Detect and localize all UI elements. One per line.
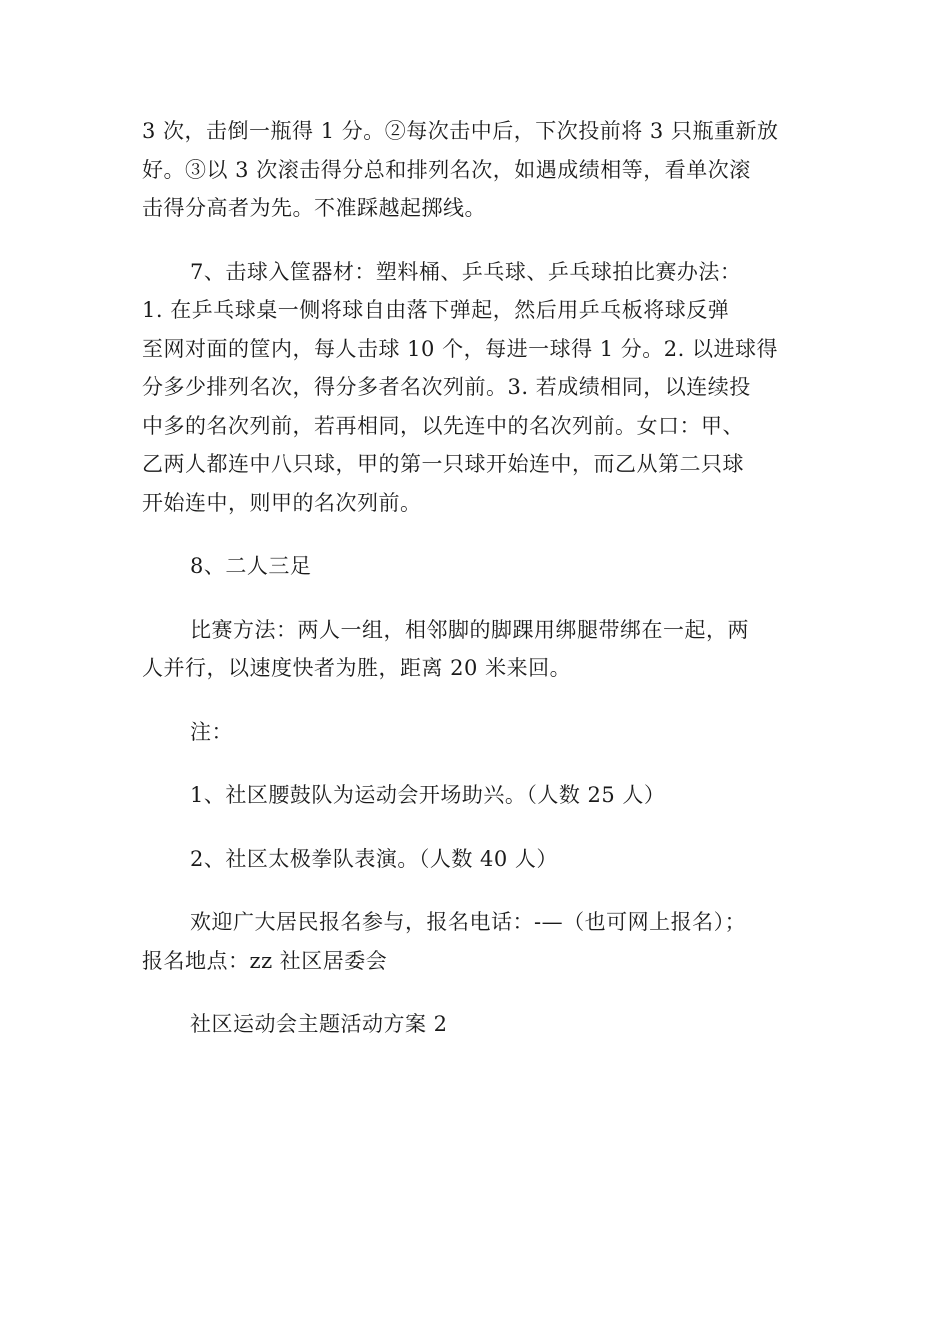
heading-three-legged-race: [142, 547, 812, 586]
text-line: 比赛方法：两人一组，相邻脚的脚踝用绑腿带绑在一起，两: [190, 617, 749, 642]
paragraph-registration: [142, 903, 812, 980]
paragraph-hit-ball-into-basket: [142, 253, 812, 523]
text-line: 人并行，以速度快者为胜，距离 20 米来回。: [142, 656, 572, 680]
text-line: 3 次，击倒一瓶得 1 分。②每次击中后，下次投前将 3 只瓶重新放: [142, 119, 779, 143]
text-line: 至网对面的筐内，每人击球 10 个，每进一球得 1 分。2. 以进球得: [142, 336, 778, 361]
paragraph-race-method: [142, 611, 812, 688]
paragraph-rolling-rules: [142, 112, 812, 228]
section-title-plan-2: [142, 1005, 812, 1044]
text-line: 报名地点：zz 社区居委会: [142, 948, 388, 973]
text-line: 1、社区腰鼓队为运动会开场助兴。（人数 25 人）: [190, 783, 666, 807]
text-line: 开始连中，则甲的名次列前。: [142, 490, 422, 515]
text-line: 注：: [190, 719, 233, 744]
text-line: 欢迎广大居民报名参与，报名电话：-—（也可网上报名）；: [190, 910, 747, 934]
text-line: 中多的名次列前，若再相同，以先连中的名次列前。女口：甲、: [142, 413, 744, 438]
text-line: 2、社区太极拳队表演。（人数 40 人）: [190, 846, 558, 871]
note-item-waist-drum: [142, 776, 812, 815]
text-line: 击得分高者为先。不准踩越起掷线。: [142, 196, 486, 220]
text-line: 好。③以 3 次滚击得分总和排列名次，如遇成绩相等，看单次滚: [142, 157, 751, 182]
text-line: 社区运动会主题活动方案 2: [190, 1012, 448, 1036]
text-line: 7、击球入筐器材：塑料桶、乒乓球、乒乓球拍比赛办法：: [190, 259, 742, 284]
text-line: 8、二人三足: [190, 554, 312, 578]
text-line: 分多少排列名次，得分多者名次列前。3. 若成绩相同，以连续投: [142, 375, 751, 399]
note-item-tai-chi: [142, 840, 812, 879]
document-body: [142, 112, 812, 1069]
heading-notes: [142, 713, 812, 752]
text-line: 乙两人都连中八只球，甲的第一只球开始连中，而乙从第二只球: [142, 452, 744, 476]
text-line: 1. 在乒乓球桌一侧将球自由落下弹起，然后用乒乓板将球反弹: [142, 298, 730, 322]
